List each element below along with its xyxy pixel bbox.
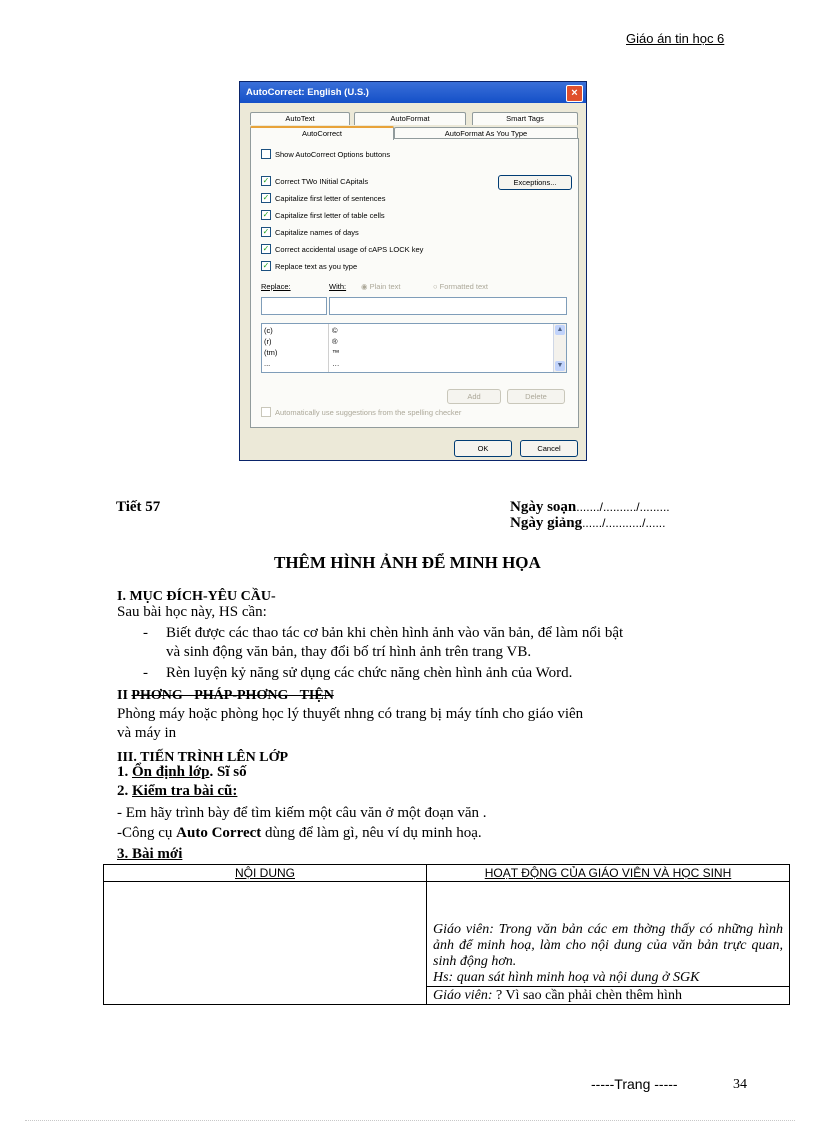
close-icon[interactable]: ×: [566, 85, 583, 102]
list-item[interactable]: (c) ©: [264, 326, 338, 335]
tab-autocorrect[interactable]: AutoCorrect: [250, 126, 394, 140]
prep-date: Ngày soạn......./........../.........: [510, 499, 670, 515]
bullet-text: Biết được các thao tác cơ bản khi chèn hình ảnh vào văn bản, để làm nổi bật: [166, 625, 624, 641]
option-capitalize-sentences[interactable]: ✓ Capitalize first letter of sentences: [262, 193, 386, 203]
delete-button[interactable]: Delete: [507, 389, 565, 404]
activity-cell: Giáo viên: ? Vì sao cần phải chèn thêm hình: [427, 987, 790, 1005]
tab-smart-tags[interactable]: Smart Tags: [472, 112, 578, 125]
page-header: Giáo án tin học 6: [626, 31, 725, 46]
bullet-dash-icon: -: [143, 625, 148, 641]
checkmark-icon: ✓: [262, 176, 270, 186]
review-question: - Em hãy trình bày để tìm kiếm một câu văn ở một đoạn văn .: [117, 805, 487, 821]
cancel-button[interactable]: Cancel: [520, 440, 578, 457]
activity-cell: [427, 882, 790, 987]
section-1-heading: I. MỤC ĐÍCH-YÊU CẦU-: [117, 589, 276, 604]
autocorrect-dialog: [239, 81, 587, 461]
checkmark-icon: ✓: [262, 193, 270, 203]
activity-text: Giáo viên: Trong văn bản các em thờng thấy có những hình ảnh để minh hoạ, làm cho nội dung của văn bản trực quan, sinh động hơn.: [433, 922, 783, 969]
checkmark-icon: ✓: [262, 261, 270, 271]
page-title: THÊM HÌNH ẢNH ĐỂ MINH HỌA: [274, 553, 541, 572]
content-cell: [104, 882, 427, 1005]
period-label: Tiết 57: [116, 499, 161, 515]
auto-suggest-checkbox[interactable]: Automatically use suggestions from the spelling checker: [261, 408, 461, 418]
bullet-dash-icon: -: [143, 665, 148, 681]
list-item[interactable]: (tm) ™: [264, 348, 340, 357]
dialog-title: AutoCorrect: English (U.S.): [246, 87, 369, 98]
show-options-checkbox[interactable]: Show AutoCorrect Options buttons: [261, 150, 390, 160]
option-caps-lock[interactable]: ✓ Correct accidental usage of cAPS LOCK key: [262, 244, 424, 254]
section-3-heading: III. TIẾN TRÌNH LÊN LỚP: [117, 750, 289, 765]
page-bottom-divider: [25, 1120, 795, 1121]
step-1: 1. Ổn định lớp. Sĩ số: [117, 764, 247, 780]
list-scrollbar[interactable]: [553, 324, 566, 372]
bullet-text: Rèn luyện kỷ năng sử dụng các chức năng chèn hình ảnh của Word.: [166, 665, 573, 681]
option-capitalize-table-cells[interactable]: ✓ Capitalize first letter of table cells: [262, 210, 385, 220]
checkbox-unchecked-icon: [261, 149, 271, 159]
dialog-title-bar: [240, 82, 586, 103]
checkmark-icon: ✓: [262, 210, 270, 220]
col-activity-header: HOẠT ĐỘNG CỦA GIÁO VIÊN VÀ HỌC SINH: [427, 865, 790, 882]
section-2-heading: II PHƠNG PHÁP-PHƠNG TIỆN: [117, 688, 334, 703]
ok-button[interactable]: OK: [454, 440, 512, 457]
list-item[interactable]: ... …: [264, 359, 340, 368]
list-item[interactable]: (r) ®: [264, 337, 338, 346]
activity-text: Hs: quan sát hình minh hoạ và nội dung ở SGK: [433, 970, 700, 985]
checkmark-icon: ✓: [262, 244, 270, 254]
scroll-down-icon[interactable]: ▼: [556, 362, 564, 369]
with-label: With:: [329, 282, 347, 291]
page-footer-label: -----Trang -----: [591, 1076, 678, 1092]
with-input[interactable]: [329, 297, 567, 315]
add-button[interactable]: Add: [447, 389, 501, 404]
option-replace-text[interactable]: ✓ Replace text as you type: [262, 261, 358, 271]
option-two-initial-caps[interactable]: ✓ Correct TWo INitial CApitals: [262, 176, 369, 186]
table-header-row: [104, 865, 790, 882]
lesson-table: [103, 864, 790, 1005]
formatted-text-radio[interactable]: ○ Formatted text: [433, 282, 488, 291]
section-1-intro: Sau bài học này, HS cần:: [117, 604, 267, 620]
section-2-text: và máy in: [117, 725, 177, 741]
option-capitalize-days[interactable]: ✓ Capitalize names of days: [262, 227, 359, 237]
col-content-header: NỘI DUNG: [104, 865, 427, 882]
autocorrect-panel: [250, 138, 579, 428]
radio-icon: ○: [433, 282, 440, 291]
step-2: 2. Kiểm tra bài cũ:: [117, 783, 238, 799]
replace-input[interactable]: [261, 297, 327, 315]
exceptions-button[interactable]: Exceptions...: [498, 175, 572, 190]
autocorrect-list[interactable]: [261, 323, 567, 373]
page-number: 34: [733, 1077, 747, 1092]
teach-date: Ngày giảng....../.........../......: [510, 515, 666, 531]
tab-autotext[interactable]: AutoText: [250, 112, 350, 125]
scroll-up-icon[interactable]: ▲: [556, 326, 564, 333]
tab-autoformat-as-you-type[interactable]: AutoFormat As You Type: [394, 127, 578, 140]
radio-selected-icon: ◉: [361, 282, 370, 291]
section-2-text: Phòng máy hoặc phòng học lý thuyết nhng có trang bị máy tính cho giáo viên: [117, 706, 584, 722]
tab-autoformat[interactable]: AutoFormat: [354, 112, 466, 125]
review-question: -Công cụ Auto Correct dùng để làm gì, nêu ví dụ minh hoạ.: [117, 825, 482, 841]
table-row: [104, 882, 790, 987]
replace-label: Replace:: [261, 282, 291, 291]
checkmark-icon: ✓: [262, 227, 270, 237]
bullet-text: và sinh động văn bản, thay đổi bố trí hình ảnh trên trang VB.: [166, 644, 532, 660]
checkbox-disabled-icon: [261, 407, 271, 417]
step-3: 3. Bài mới: [117, 846, 183, 862]
plain-text-radio[interactable]: ◉ Plain text: [361, 282, 401, 291]
